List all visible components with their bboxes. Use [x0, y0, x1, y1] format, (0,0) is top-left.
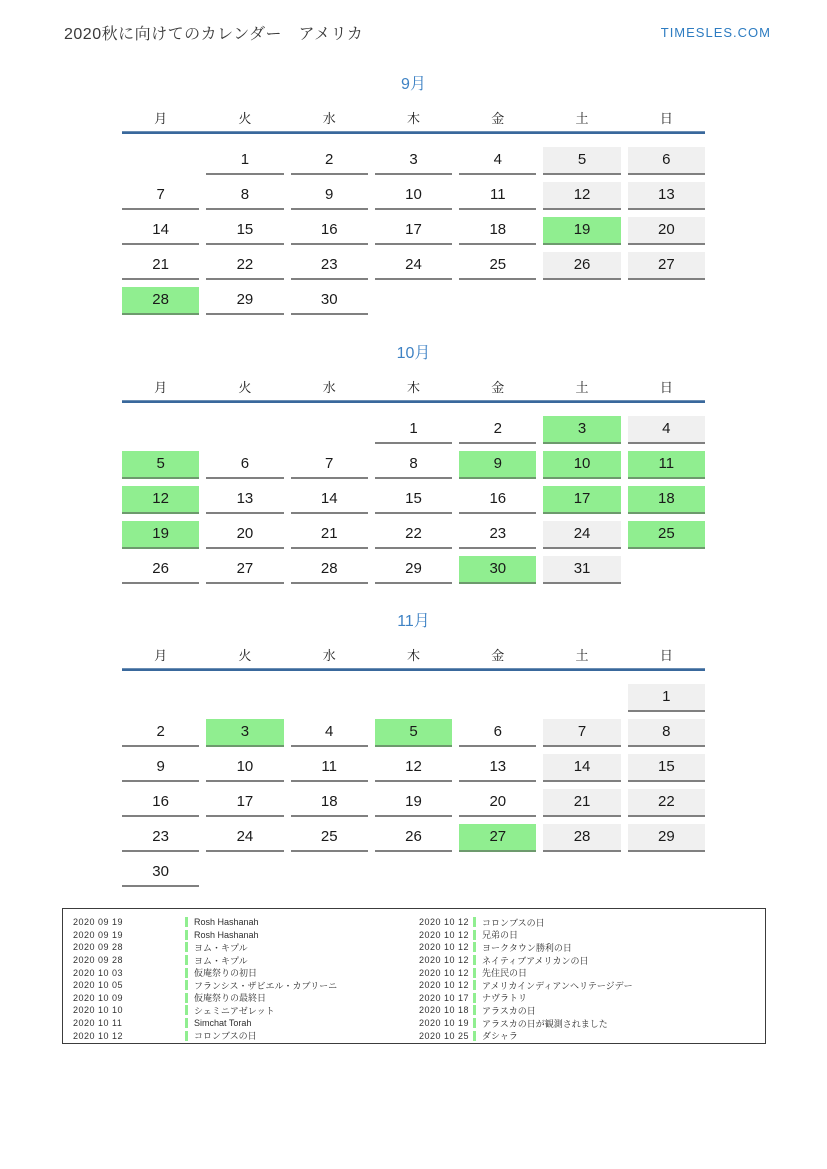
holiday-marker-icon: [473, 1005, 476, 1015]
day-cell: 22: [206, 252, 283, 280]
day-cell: 19: [375, 789, 452, 817]
day-cell: 18: [628, 486, 705, 514]
legend-date: 2020 10 12: [419, 917, 470, 928]
legend-entry: [73, 1029, 419, 1042]
legend-entry: [73, 979, 419, 992]
empty-cell: [291, 859, 368, 887]
empty-cell: [291, 416, 368, 444]
legend-date: 2020 10 19: [419, 1018, 470, 1029]
weekday-label: 火: [238, 111, 252, 126]
day-cell: 3: [543, 416, 620, 444]
month-november: [122, 612, 705, 887]
day-cell: 4: [291, 719, 368, 747]
day-cell: 30: [291, 287, 368, 315]
empty-cell: [543, 859, 620, 887]
day-cell: 14: [291, 486, 368, 514]
holiday-marker-icon: [185, 1018, 188, 1028]
day-cell: 10: [543, 451, 620, 479]
legend-label: Rosh Hashanah: [194, 917, 259, 928]
weekday-label: 月: [154, 111, 168, 126]
legend-date: 2020 09 19: [73, 917, 124, 928]
legend-label: Simchat Torah: [194, 1018, 252, 1029]
holiday-marker-icon: [185, 968, 188, 978]
day-cell: 26: [375, 824, 452, 852]
legend-entry: [419, 916, 765, 929]
weekday-divider: [122, 400, 705, 403]
holiday-marker-icon: [473, 993, 476, 1003]
weekday-label: 木: [406, 111, 420, 126]
day-cell: 20: [206, 521, 283, 549]
day-cell: 8: [628, 719, 705, 747]
day-cell: 25: [628, 521, 705, 549]
legend-date: 2020 10 12: [419, 942, 470, 953]
holiday-marker-icon: [185, 942, 188, 952]
weekday-label: 月: [154, 648, 168, 663]
empty-cell: [459, 859, 536, 887]
legend-entry: [73, 941, 419, 954]
empty-cell: [206, 859, 283, 887]
legend-date: 2020 10 12: [419, 955, 470, 966]
day-cell: 21: [543, 789, 620, 817]
day-cell: 9: [122, 754, 199, 782]
legend-entry: [419, 954, 765, 967]
day-grid: [122, 147, 705, 315]
legend-entry: [73, 954, 419, 967]
legend-date: 2020 10 10: [73, 1005, 124, 1016]
day-cell: 30: [459, 556, 536, 584]
day-cell: 29: [375, 556, 452, 584]
empty-cell: [206, 684, 283, 712]
empty-cell: [375, 859, 452, 887]
day-cell: 1: [206, 147, 283, 175]
legend-entry: [419, 929, 765, 942]
legend-date: 2020 09 28: [73, 942, 124, 953]
legend-date: 2020 10 18: [419, 1005, 470, 1016]
day-cell: 12: [122, 486, 199, 514]
legend-label: ヨークタウン勝利の日: [482, 942, 572, 953]
legend-column: [419, 916, 765, 1043]
legend-date: 2020 10 11: [73, 1018, 123, 1029]
day-cell: 24: [375, 252, 452, 280]
holiday-marker-icon: [473, 1031, 476, 1041]
weekday-label: 日: [659, 380, 673, 395]
holiday-marker-icon: [185, 980, 188, 990]
day-cell: 4: [628, 416, 705, 444]
day-cell: 1: [375, 416, 452, 444]
timesles-logo[interactable]: TIMESLES.COM: [660, 25, 771, 40]
legend-label: 仮庵祭りの初日: [194, 968, 258, 979]
holiday-marker-icon: [185, 1031, 188, 1041]
month-september: [122, 75, 705, 315]
holiday-marker-icon: [473, 917, 476, 927]
day-cell: 11: [459, 182, 536, 210]
legend-date: 2020 10 09: [73, 992, 124, 1003]
holiday-marker-icon: [473, 968, 476, 978]
weekday-label: 木: [406, 380, 420, 395]
day-cell: 3: [206, 719, 283, 747]
day-cell: 17: [206, 789, 283, 817]
legend-entry: [73, 966, 419, 979]
legend-date: 2020 10 17: [419, 992, 470, 1003]
legend-label: 兄弟の日: [482, 930, 519, 941]
empty-cell: [459, 684, 536, 712]
day-cell: 28: [543, 824, 620, 852]
day-cell: 9: [291, 182, 368, 210]
legend-entry: [73, 1017, 419, 1030]
legend-date: 2020 10 12: [73, 1030, 124, 1041]
holiday-marker-icon: [473, 955, 476, 965]
day-cell: 27: [459, 824, 536, 852]
legend-date: 2020 10 03: [73, 967, 124, 978]
day-cell: 10: [375, 182, 452, 210]
weekday-label: 月: [154, 380, 168, 395]
legend-date: 2020 10 12: [419, 929, 470, 940]
legend-label: ネイティブアメリカンの日: [482, 955, 589, 966]
day-cell: 25: [459, 252, 536, 280]
day-cell: 14: [122, 217, 199, 245]
day-cell: 17: [375, 217, 452, 245]
day-cell: 24: [206, 824, 283, 852]
day-cell: 15: [628, 754, 705, 782]
legend-label: ダシャラ: [482, 1031, 518, 1042]
day-cell: 5: [543, 147, 620, 175]
legend-label: コロンブスの日: [482, 917, 545, 928]
legend-date: 2020 09 19: [73, 929, 124, 940]
holiday-marker-icon: [185, 955, 188, 965]
weekday-row: [122, 648, 705, 664]
day-cell: 16: [291, 217, 368, 245]
day-grid: [122, 684, 705, 887]
day-cell: 30: [122, 859, 199, 887]
day-cell: 6: [206, 451, 283, 479]
legend-label: フランシス・ザビエル・カブリーニ: [194, 980, 338, 991]
day-cell: 13: [628, 182, 705, 210]
day-cell: 21: [122, 252, 199, 280]
day-cell: 10: [206, 754, 283, 782]
empty-cell: [543, 684, 620, 712]
day-cell: 13: [206, 486, 283, 514]
day-cell: 27: [206, 556, 283, 584]
weekday-label: 金: [491, 111, 505, 126]
day-cell: 20: [628, 217, 705, 245]
legend-date: 2020 10 25: [419, 1030, 470, 1041]
weekday-label: 金: [491, 380, 505, 395]
day-cell: 22: [375, 521, 452, 549]
legend-date: 2020 10 12: [419, 967, 470, 978]
legend-entry: [73, 1004, 419, 1017]
legend-label: アメリカインディアンヘリテージデー: [482, 980, 633, 991]
weekday-label: 火: [238, 648, 252, 663]
empty-cell: [291, 684, 368, 712]
day-cell: 12: [375, 754, 452, 782]
legend-entry: [419, 1004, 765, 1017]
day-cell: 26: [543, 252, 620, 280]
day-cell: 2: [122, 719, 199, 747]
day-cell: 23: [122, 824, 199, 852]
day-cell: 2: [459, 416, 536, 444]
empty-cell: [122, 416, 199, 444]
day-cell: 22: [628, 789, 705, 817]
day-cell: 16: [122, 789, 199, 817]
holiday-legend: [62, 908, 766, 1044]
weekday-label: 日: [659, 111, 673, 126]
weekday-label: 日: [659, 648, 673, 663]
day-cell: 29: [628, 824, 705, 852]
empty-cell: [459, 287, 536, 315]
empty-cell: [628, 287, 705, 315]
legend-date: 2020 10 05: [73, 980, 124, 991]
legend-entry: [419, 992, 765, 1005]
empty-cell: [375, 287, 452, 315]
holiday-marker-icon: [473, 980, 476, 990]
empty-cell: [122, 684, 199, 712]
day-cell: 5: [122, 451, 199, 479]
day-cell: 12: [543, 182, 620, 210]
weekday-label: 水: [322, 380, 336, 395]
weekday-divider: [122, 668, 705, 671]
day-grid: [122, 416, 705, 584]
day-cell: 29: [206, 287, 283, 315]
day-cell: 14: [543, 754, 620, 782]
day-cell: 6: [459, 719, 536, 747]
legend-entry: [419, 979, 765, 992]
day-cell: 21: [291, 521, 368, 549]
empty-cell: [206, 416, 283, 444]
weekday-label: 土: [575, 380, 589, 395]
day-cell: 18: [291, 789, 368, 817]
day-cell: 23: [291, 252, 368, 280]
legend-label: 仮庵祭りの最終日: [194, 993, 267, 1004]
day-cell: 28: [291, 556, 368, 584]
weekday-label: 火: [238, 380, 252, 395]
empty-cell: [628, 556, 705, 584]
legend-entry: [73, 992, 419, 1005]
weekday-label: 水: [322, 648, 336, 663]
legend-label: コロンブスの日: [194, 1031, 257, 1042]
legend-label: Rosh Hashanah: [194, 929, 259, 940]
day-cell: 2: [291, 147, 368, 175]
legend-label: シェミニアゼレット: [194, 1005, 275, 1016]
legend-label: ヨム・キプル: [194, 942, 248, 953]
day-cell: 15: [375, 486, 452, 514]
legend-column: [73, 916, 419, 1043]
empty-cell: [543, 287, 620, 315]
weekday-label: 土: [575, 111, 589, 126]
empty-cell: [375, 684, 452, 712]
legend-entry: [73, 929, 419, 942]
holiday-marker-icon: [473, 1018, 476, 1028]
day-cell: 24: [543, 521, 620, 549]
month-october: [122, 344, 705, 584]
day-cell: 7: [291, 451, 368, 479]
weekday-label: 土: [575, 648, 589, 663]
holiday-marker-icon: [185, 993, 188, 1003]
legend-entry: [419, 966, 765, 979]
day-cell: 27: [628, 252, 705, 280]
holiday-marker-icon: [473, 930, 476, 940]
legend-entry: [419, 941, 765, 954]
day-cell: 7: [543, 719, 620, 747]
weekday-label: 木: [406, 648, 420, 663]
holiday-marker-icon: [185, 917, 188, 927]
legend-label: 先住民の日: [482, 968, 528, 979]
legend-entry: [73, 916, 419, 929]
weekday-label: 水: [322, 111, 336, 126]
weekday-row: [122, 380, 705, 396]
day-cell: 13: [459, 754, 536, 782]
day-cell: 4: [459, 147, 536, 175]
day-cell: 8: [375, 451, 452, 479]
legend-label: ナヴラトリ: [482, 993, 528, 1004]
day-cell: 19: [122, 521, 199, 549]
legend-date: 2020 10 12: [419, 980, 470, 991]
day-cell: 25: [291, 824, 368, 852]
empty-cell: [122, 147, 199, 175]
day-cell: 9: [459, 451, 536, 479]
holiday-marker-icon: [473, 942, 476, 952]
page-title: 2020秋に向けてのカレンダー アメリカ: [64, 26, 364, 43]
weekday-label: 金: [491, 648, 505, 663]
day-cell: 3: [375, 147, 452, 175]
legend-entry: [419, 1029, 765, 1042]
empty-cell: [628, 859, 705, 887]
day-cell: 28: [122, 287, 199, 315]
day-cell: 26: [122, 556, 199, 584]
day-cell: 5: [375, 719, 452, 747]
day-cell: 19: [543, 217, 620, 245]
legend-date: 2020 09 28: [73, 955, 124, 966]
day-cell: 18: [459, 217, 536, 245]
day-cell: 31: [543, 556, 620, 584]
day-cell: 11: [628, 451, 705, 479]
legend-entry: [419, 1017, 765, 1030]
weekday-row: [122, 111, 705, 127]
day-cell: 15: [206, 217, 283, 245]
legend-label: アラスカの日が観測されました: [482, 1018, 608, 1029]
legend-label: アラスカの日: [482, 1005, 536, 1016]
day-cell: 23: [459, 521, 536, 549]
month-title: 11月: [397, 613, 430, 630]
day-cell: 11: [291, 754, 368, 782]
day-cell: 17: [543, 486, 620, 514]
day-cell: 7: [122, 182, 199, 210]
day-cell: 20: [459, 789, 536, 817]
legend-label: ヨム・キプル: [194, 955, 248, 966]
month-title: 9月: [401, 76, 426, 93]
weekday-divider: [122, 131, 705, 134]
holiday-marker-icon: [185, 930, 188, 940]
day-cell: 16: [459, 486, 536, 514]
month-title: 10月: [396, 345, 431, 362]
day-cell: 8: [206, 182, 283, 210]
holiday-marker-icon: [185, 1005, 188, 1015]
day-cell: 6: [628, 147, 705, 175]
day-cell: 1: [628, 684, 705, 712]
